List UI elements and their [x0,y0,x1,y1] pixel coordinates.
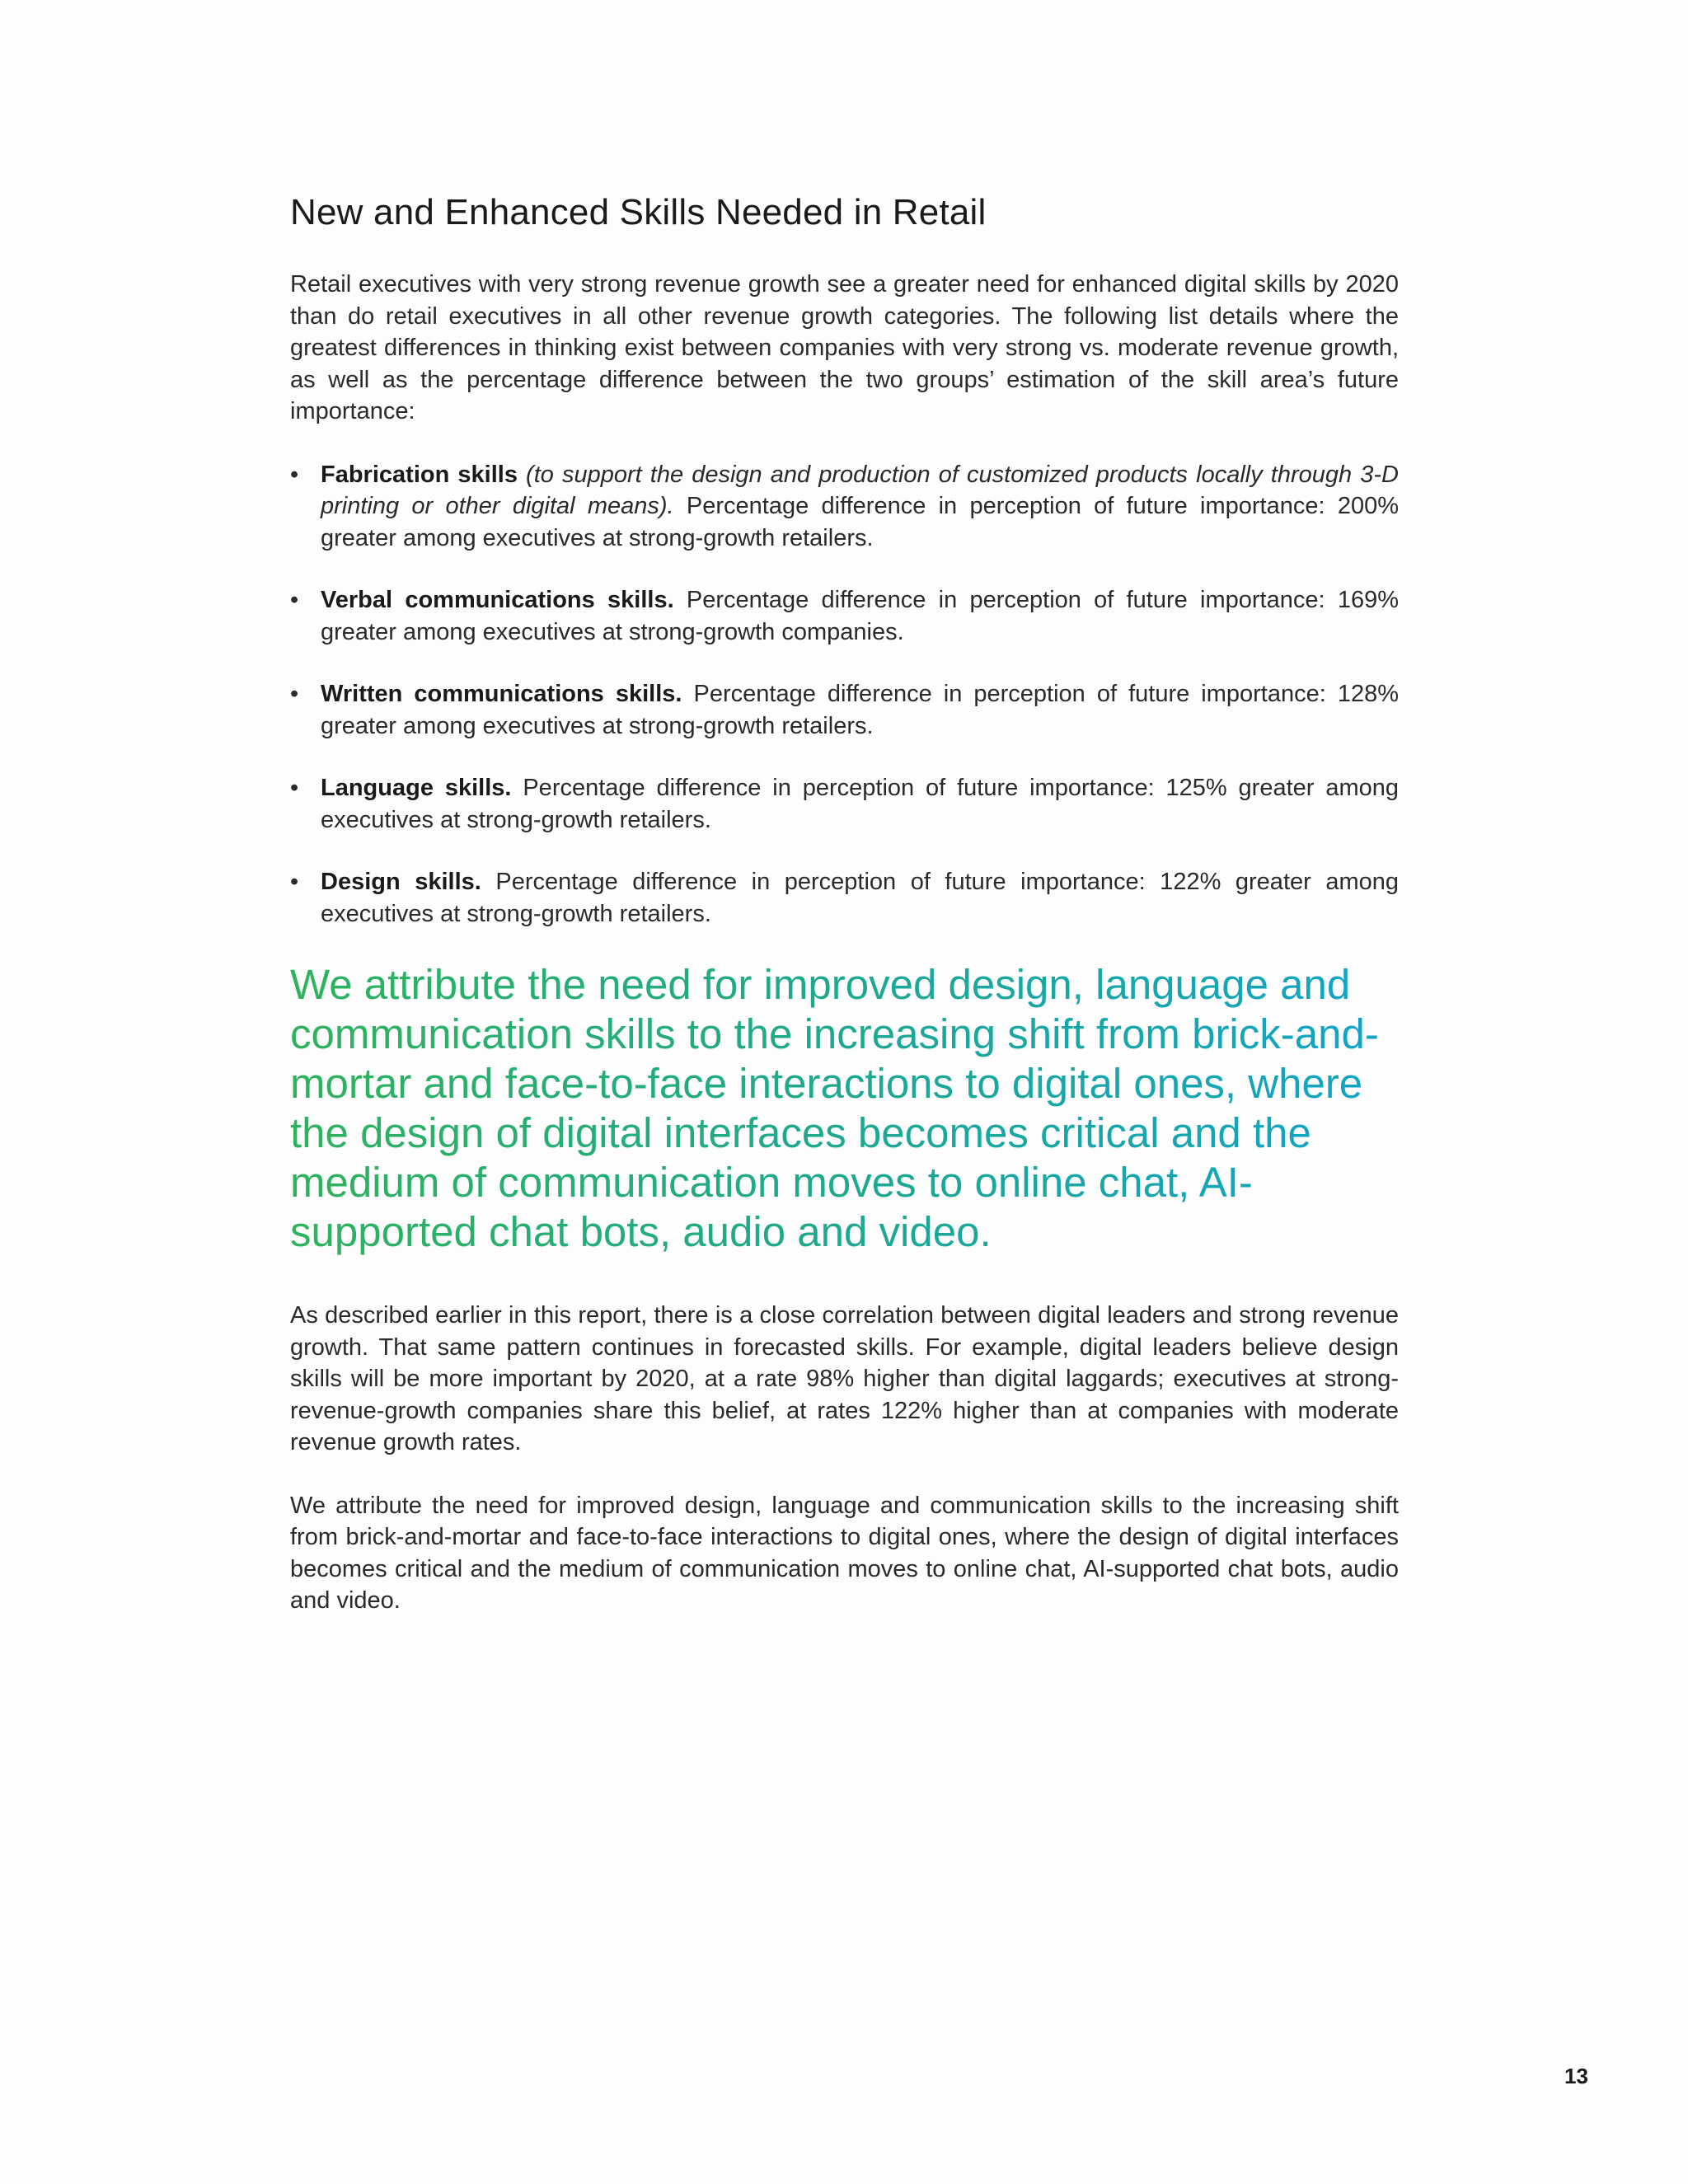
skill-detail: Percentage difference in perception of future importance: 122% greater among executives at strong-growth retailers. [321,869,1399,927]
list-item [290,678,1399,742]
skill-name: Design skills. [321,869,481,895]
skill-detail: Percentage difference in perception of future importance: 169% greater among executives at strong-growth companies. [321,587,1399,645]
intro-paragraph: Retail executives with very strong revenue growth see a greater need for enhanced digital skills by 2020 than do retail executives in all other revenue growth categories. The following list details where the greatest differences in thinking exist between companies with very strong vs. moderate revenue growth, as well as the percentage difference between the two groups’ estimation of the skill area’s future importance: [290,271,1399,424]
body-paragraph: As described earlier in this report, there is a close correlation between digital leaders and strong revenue growth. That same pattern continues in forecasted skills. For example, digital leaders believe design skills will be more important by 2020, at a rate 98% higher than digital laggards; executives at strong-revenue-growth companies share this belief, at rates 122% higher than at companies with moderate revenue growth rates. [290,1302,1399,1455]
section-title: New and Enhanced Skills Needed in Retail [290,192,987,232]
bullet-icon [290,678,298,710]
bullet-icon [290,866,298,898]
bullet-icon [290,459,298,491]
skill-name: Fabrication skills [321,461,518,488]
page-content [290,190,1399,1617]
list-item [290,459,1399,555]
list-item [290,866,1399,930]
skill-name: Language skills. [321,775,512,801]
pull-quote: We attribute the need for improved design, language and communication skills to the increasing shift from brick-and-mortar and face-to-face interactions to digital ones, where the design of digital interfaces becomes critical and the medium of communication moves to online chat, AI-supported chat bots, audio and video. [290,960,1399,1258]
list-item [290,584,1399,648]
body-paragraph: We attribute the need for improved design, language and communication skills to the increasing shift from brick-and-mortar and face-to-face interactions to digital ones, where the design of digital interfaces becomes critical and the medium of communication moves to online chat, AI-supported chat bots, audio and video. [290,1492,1399,1614]
skill-detail: Percentage difference in perception of future importance: 125% greater among executives at strong-growth retailers. [321,775,1399,833]
skill-detail: Percentage difference in perception of future importance: 128% greater among executives at strong-growth retailers. [321,681,1399,739]
page-number: 13 [1564,2064,1588,2088]
skills-list [290,459,1399,930]
skill-name: Verbal communications skills. [321,587,674,613]
bullet-icon [290,584,298,616]
bullet-icon [290,772,298,804]
skill-note: (to support the design and production of customized products locally through 3-D printing or other digital means). [321,461,1399,519]
skill-detail: Percentage difference in perception of future importance: 200% greater among executives at strong-growth retailers. [321,493,1399,551]
skill-name: Written communications skills. [321,681,682,707]
list-item [290,772,1399,836]
